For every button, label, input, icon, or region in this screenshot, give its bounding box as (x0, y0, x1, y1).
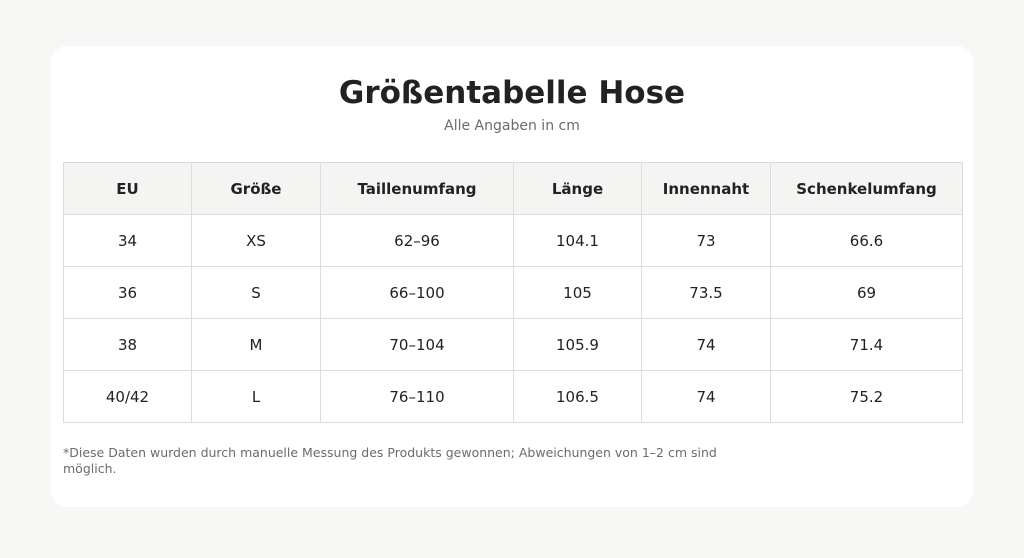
table-header-row (64, 163, 963, 215)
cell-taillenumfang: 76–110 (321, 371, 514, 423)
cell-eu: 40/42 (64, 371, 192, 423)
cell-groesse: S (192, 267, 321, 319)
cell-innennaht: 73 (642, 215, 771, 267)
cell-eu: 34 (64, 215, 192, 267)
cell-innennaht: 74 (642, 371, 771, 423)
cell-schenkelumfang: 66.6 (771, 215, 963, 267)
column-header-taillenumfang: Taillenumfang (321, 163, 514, 215)
column-header-laenge: Länge (514, 163, 642, 215)
table-row (64, 371, 963, 423)
cell-innennaht: 74 (642, 319, 771, 371)
cell-laenge: 106.5 (514, 371, 642, 423)
cell-laenge: 104.1 (514, 215, 642, 267)
column-header-groesse: Größe (192, 163, 321, 215)
column-header-eu: EU (64, 163, 192, 215)
cell-innennaht: 73.5 (642, 267, 771, 319)
cell-schenkelumfang: 69 (771, 267, 963, 319)
size-chart-card (51, 46, 973, 507)
cell-schenkelumfang: 75.2 (771, 371, 963, 423)
page-subtitle: Alle Angaben in cm (444, 118, 580, 134)
measurement-footnote: *Diese Daten wurden durch manuelle Messung des Produkts gewonnen; Abweichungen von 1–2 cm sind möglich. (63, 445, 717, 476)
cell-taillenumfang: 66–100 (321, 267, 514, 319)
column-header-innennaht: Innennaht (642, 163, 771, 215)
table-row (64, 267, 963, 319)
column-header-schenkelumfang: Schenkelumfang (771, 163, 963, 215)
cell-laenge: 105 (514, 267, 642, 319)
table-row (64, 319, 963, 371)
table-row (64, 215, 963, 267)
cell-eu: 36 (64, 267, 192, 319)
cell-laenge: 105.9 (514, 319, 642, 371)
cell-taillenumfang: 62–96 (321, 215, 514, 267)
page-title: Größentabelle Hose (338, 75, 686, 111)
cell-schenkelumfang: 71.4 (771, 319, 963, 371)
cell-groesse: XS (192, 215, 321, 267)
cell-groesse: M (192, 319, 321, 371)
cell-eu: 38 (64, 319, 192, 371)
cell-taillenumfang: 70–104 (321, 319, 514, 371)
cell-groesse: L (192, 371, 321, 423)
size-table (63, 162, 963, 423)
